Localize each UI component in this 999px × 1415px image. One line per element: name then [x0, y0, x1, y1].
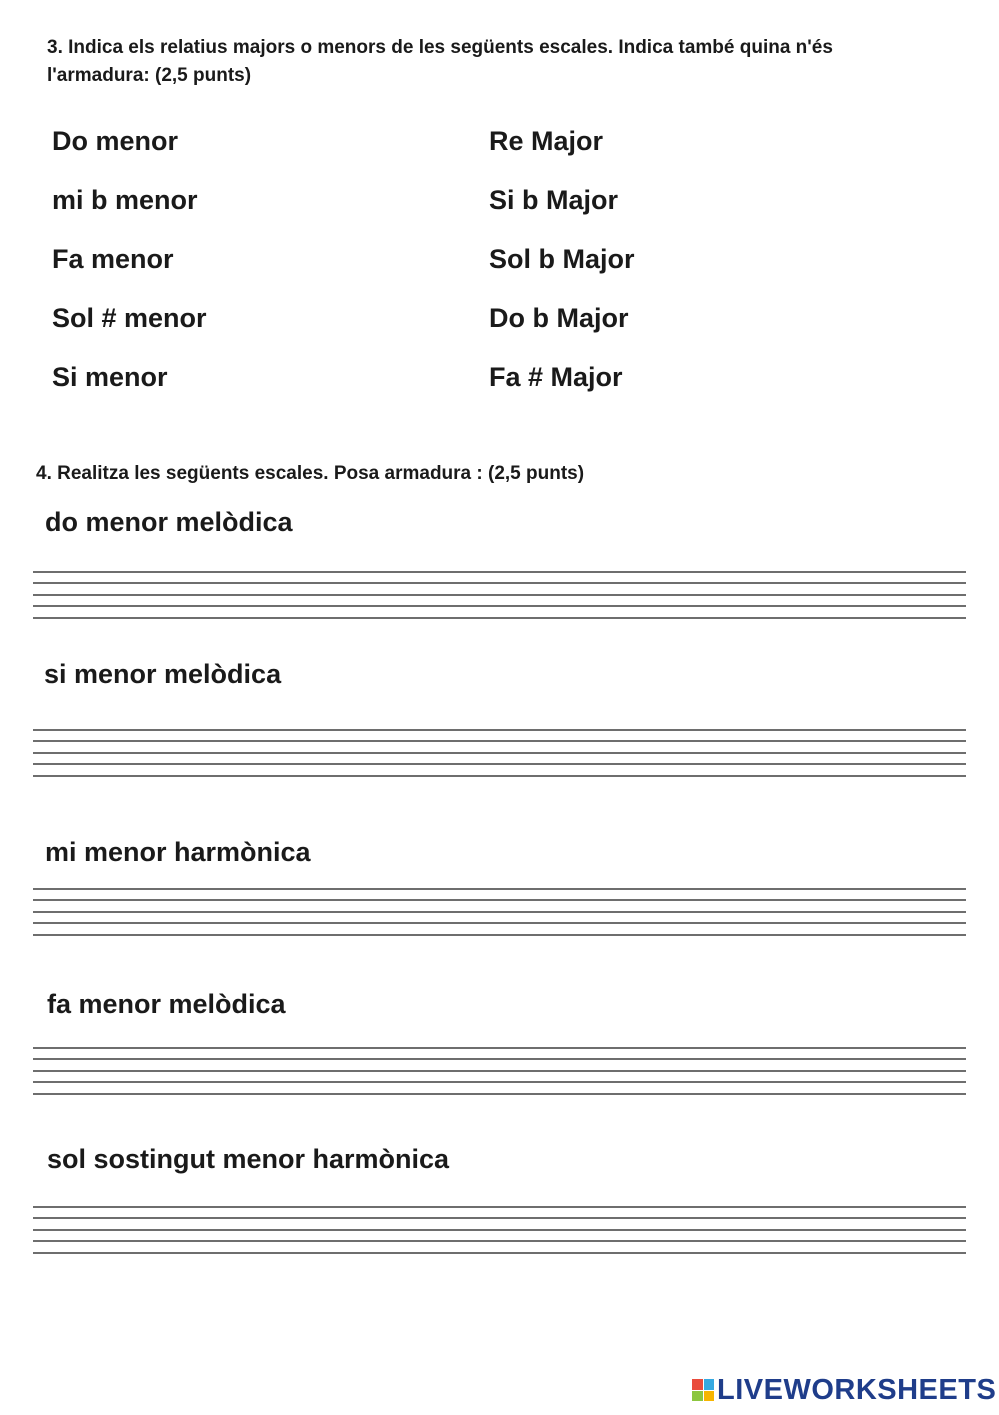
- exercise-label: do menor melòdica: [45, 507, 293, 537]
- liveworksheets-logo-icon: [692, 1379, 714, 1401]
- key-item-right: Fa # Major: [489, 362, 623, 392]
- music-staff[interactable]: [33, 571, 966, 619]
- key-item-right: Si b Major: [489, 185, 619, 215]
- question-4-heading: 4. Realitza les següents escales. Posa armadura : (2,5 punts): [36, 463, 585, 484]
- question-3-heading: 3. Indica els relatius majors o menors de les següents escales. Indica també quina n'és l'armadura: (2,5 punts): [47, 37, 833, 86]
- keys-grid: [52, 118, 752, 413]
- music-staff[interactable]: [33, 729, 966, 777]
- music-staff[interactable]: [33, 1047, 966, 1095]
- key-item-left: Do menor: [52, 126, 179, 156]
- exercise-label: si menor melòdica: [44, 659, 282, 689]
- exercise-label: mi menor harmònica: [45, 837, 311, 867]
- music-staff[interactable]: [33, 888, 966, 936]
- key-item-right: Re Major: [489, 126, 604, 156]
- music-staff[interactable]: [33, 1206, 966, 1254]
- exercise-label: fa menor melòdica: [47, 989, 286, 1019]
- key-item-left: mi b menor: [52, 185, 198, 215]
- liveworksheets-logo: [692, 1374, 996, 1406]
- key-item-left: Fa menor: [52, 244, 174, 274]
- key-item-left: Sol # menor: [52, 303, 207, 333]
- key-item-right: Do b Major: [489, 303, 629, 333]
- exercise-label: sol sostingut menor harmònica: [47, 1144, 450, 1174]
- logo-text: LIVEWORKSHEETS: [717, 1374, 997, 1406]
- key-item-left: Si menor: [52, 362, 168, 392]
- key-item-right: Sol b Major: [489, 244, 635, 274]
